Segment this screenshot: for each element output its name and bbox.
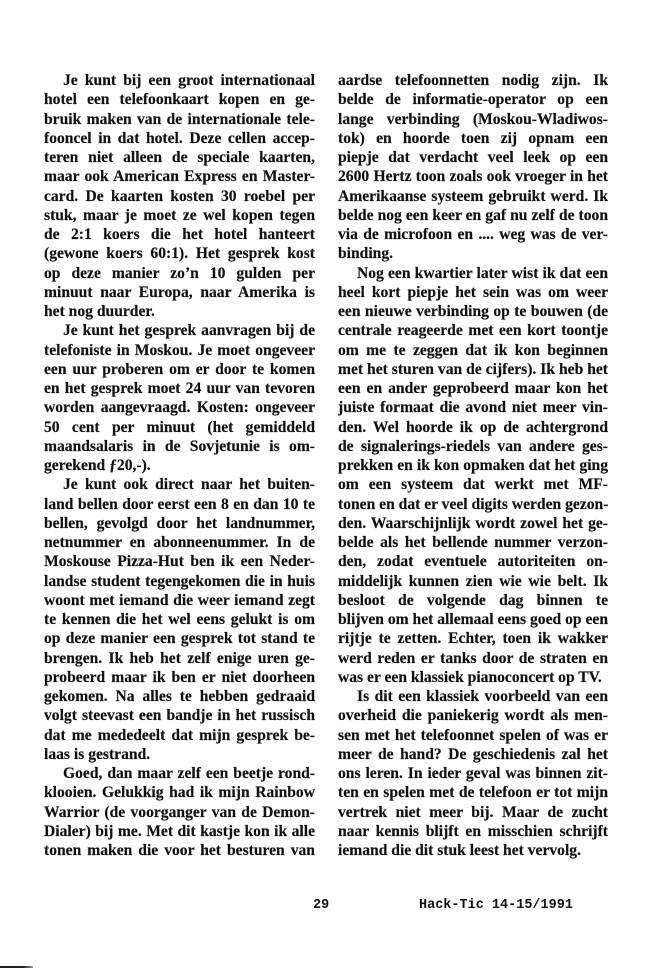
text-line: centrale reageerde met een kort toontje bbox=[338, 322, 608, 340]
text-line: maandsalaris in de Sovjetunie is om- bbox=[44, 437, 315, 455]
text-line: Dialer) bij me. Met dit kastje kon ik alle bbox=[44, 822, 315, 840]
text-line: volgt steevast een bandje in het russisch bbox=[44, 707, 315, 725]
page-number: 29 bbox=[313, 898, 330, 913]
text-line: was er een klassiek pianoconcert op TV. bbox=[338, 668, 602, 686]
left-text-column bbox=[44, 71, 315, 860]
text-line: met het sturen van de cijfers). Ik heb het bbox=[338, 360, 608, 378]
text-line: den. Waarschijnlijk wordt zowel het ge- bbox=[338, 514, 608, 532]
text-line: binding. bbox=[338, 245, 394, 263]
text-line: tonen en dat er veel digits werden gezon- bbox=[338, 495, 608, 513]
text-line: overheid die paniekerig wordt als men- bbox=[338, 707, 608, 725]
text-line: op deze manier een gesprek tot stand te bbox=[44, 630, 315, 648]
text-line: 2600 Hertz toon zoals ook vroeger in het bbox=[338, 168, 608, 186]
text-line: woont met iemand die weer iemand zegt bbox=[44, 591, 315, 609]
text-line: landse student tegengekomen die in huis bbox=[44, 572, 315, 590]
text-line: 50 cent per minuut (het gemiddeld bbox=[44, 418, 315, 436]
text-line: dat me mededeelt dat mijn gesprek be- bbox=[44, 726, 315, 744]
text-line: laas is gestrand. bbox=[44, 745, 151, 763]
text-line: Amerikaanse systeem gebruikt werd. Ik bbox=[338, 187, 608, 205]
text-line: rijtje te zetten. Echter, toen ik wakker bbox=[338, 630, 608, 648]
text-line: (gewone koers 60:1). Het gesprek kost bbox=[44, 245, 315, 263]
text-line: prekken en ik kon opmaken dat het ging bbox=[338, 457, 608, 474]
text-line: belde als het bellende nummer verzon- bbox=[338, 534, 608, 551]
text-line: Je kunt het gesprek aanvragen bij de bbox=[63, 322, 315, 340]
text-line: Warrior (de voorganger van de Demon- bbox=[44, 803, 315, 821]
text-line: iemand die dit stuk leest het vervolg. bbox=[338, 842, 581, 859]
text-line: en het gesprek moet 24 uur van tevoren bbox=[44, 380, 315, 397]
text-line: ten en spelen met de telefoon er tot mijn bbox=[338, 784, 608, 802]
text-line: juiste formaat die avond niet meer vin- bbox=[338, 399, 608, 417]
text-line: Je kunt ook direct naar het buiten- bbox=[63, 476, 315, 494]
text-line: de 2:1 koers die het hotel hanteert bbox=[44, 226, 315, 243]
text-line: klooien. Gelukkig had ik mijn Rainbow bbox=[44, 784, 315, 802]
text-line: den. Wel hoorde ik op de achtergrond bbox=[338, 418, 608, 436]
text-line: bellen, gevolgd door het landnummer, bbox=[44, 514, 315, 532]
text-line: een en ander geprobeerd maar kon het bbox=[338, 380, 608, 397]
text-line: netnummer en abonneenummer. In de bbox=[44, 534, 315, 551]
text-line: het nog duurder. bbox=[44, 303, 155, 320]
text-line: bruik maken van de internationale tele- bbox=[44, 110, 315, 128]
text-line: probeerd maar ik ben er niet doorheen bbox=[44, 668, 315, 686]
text-line: om een systeem dat werkt met MF- bbox=[338, 476, 608, 494]
text-line: lange verbinding (Moskou-Wladiwos- bbox=[338, 110, 608, 128]
journal-issue: Hack-Tic 14-15/1991 bbox=[419, 898, 573, 913]
text-line: naar kennis blijft en misschien schrijft bbox=[338, 822, 608, 840]
text-line: fooncel in dat hotel. Deze cellen accep- bbox=[44, 129, 315, 147]
text-line: vertrek niet meer bij. Maar de zucht bbox=[338, 803, 608, 821]
text-line: land bellen door eerst een 8 en dan 10 te bbox=[44, 495, 315, 513]
text-line: den, zodat eventuele autoriteiten on- bbox=[338, 553, 608, 571]
text-line: heel kort piepje het sein was om weer bbox=[338, 283, 608, 301]
text-line: gerekend ƒ20,-). bbox=[44, 457, 151, 474]
right-text-column bbox=[338, 71, 608, 860]
text-line: blijven om het allemaal eens goed op een bbox=[338, 611, 608, 628]
text-line: belde de informatie-operator op een bbox=[338, 91, 608, 109]
text-line: meer de hand? De geschiedenis zal het bbox=[338, 745, 608, 763]
text-line: gekomen. Na alles te hebben gedraaid bbox=[44, 688, 315, 705]
text-line: via de microfoon en .... weg was de ver- bbox=[338, 226, 608, 243]
text-line: de signalerings-riedels van andere ges- bbox=[338, 437, 608, 455]
text-line: sen met het telefoonnet spelen of was er bbox=[338, 726, 608, 744]
text-line: stuk, maar je moet ze wel kopen tegen bbox=[44, 206, 315, 224]
text-line: tok) en hoorde toen zij opnam een bbox=[338, 129, 608, 147]
text-line: een uur proberen om er door te komen bbox=[44, 360, 315, 378]
text-line: te kennen die het wel eens gelukt is om bbox=[44, 611, 315, 628]
text-line: piepje dat verdacht veel leek op een bbox=[338, 149, 608, 166]
text-line: Is dit een klassiek voorbeeld van een bbox=[357, 688, 608, 705]
text-line: een nieuwe verbinding op te bouwen (de bbox=[338, 303, 608, 320]
text-line: op deze manier zo’n 10 gulden per bbox=[44, 264, 315, 282]
text-line: minuut naar Europa, naar Amerika is bbox=[44, 283, 315, 301]
text-line: teren niet alleen de speciale kaarten, bbox=[44, 149, 315, 166]
text-line: card. De kaarten kosten 30 roebel per bbox=[44, 187, 315, 205]
text-line: hotel een telefoonkaart kopen en ge- bbox=[44, 91, 315, 109]
text-line: werd reden er tanks door de straten en bbox=[338, 649, 608, 667]
text-line: worden aangevraagd. Kosten: ongeveer bbox=[44, 399, 315, 417]
text-line: Je kunt bij een groot internationaal bbox=[63, 72, 315, 89]
text-line: Goed, dan maar zelf een beetje rond- bbox=[63, 765, 315, 782]
text-line: Nog een kwartier later wist ik dat een bbox=[357, 264, 608, 282]
text-line: Moskouse Pizza-Hut ben ik een Neder- bbox=[44, 553, 315, 571]
text-line: brengen. Ik heb het zelf enige uren ge- bbox=[44, 649, 315, 667]
text-line: om me te zeggen dat ik kon beginnen bbox=[338, 341, 608, 359]
text-line: aardse telefoonnetten nodig zijn. Ik bbox=[338, 72, 608, 89]
text-line: ons leren. In ieder geval was binnen zit- bbox=[338, 765, 608, 782]
text-line: besloot de volgende dag binnen te bbox=[338, 591, 608, 609]
text-line: telefoniste in Moskou. Je moet ongeveer bbox=[44, 341, 315, 359]
text-line: belde nog een keer en gaf nu zelf de toon bbox=[338, 206, 608, 224]
text-line: tonen maken die voor het besturen van bbox=[44, 842, 315, 859]
text-line: middelijk kunnen zien wie wie belt. Ik bbox=[338, 572, 608, 590]
text-line: maar ook American Express en Master- bbox=[44, 168, 315, 186]
